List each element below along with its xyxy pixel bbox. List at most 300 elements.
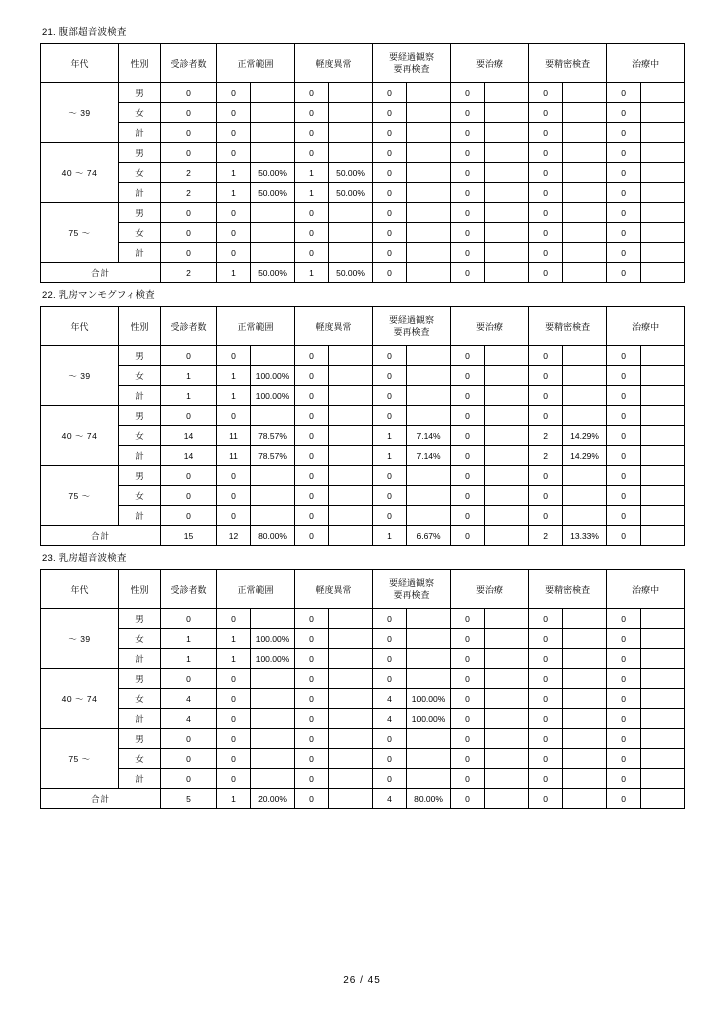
normal-percent-cell: 100.00% bbox=[251, 366, 295, 386]
detailed-count-cell: 0 bbox=[529, 709, 563, 729]
mild-percent-cell bbox=[329, 709, 373, 729]
normal-count-cell: 1 bbox=[217, 649, 251, 669]
detailed-count-cell: 0 bbox=[529, 386, 563, 406]
mild-percent-cell bbox=[329, 83, 373, 103]
detailed-count-cell: 0 bbox=[529, 83, 563, 103]
mild-count-cell: 0 bbox=[295, 466, 329, 486]
under-treatment-percent-cell bbox=[641, 426, 685, 446]
observation-percent-cell bbox=[407, 366, 451, 386]
under-treatment-count-cell: 0 bbox=[607, 749, 641, 769]
observation-count-cell: 0 bbox=[373, 83, 407, 103]
detailed-count-cell: 0 bbox=[529, 346, 563, 366]
under-treatment-percent-cell bbox=[641, 709, 685, 729]
under-treatment-percent-cell bbox=[641, 243, 685, 263]
header-age: 年代 bbox=[41, 307, 119, 346]
total-observation-count-cell: 4 bbox=[373, 789, 407, 809]
mild-count-cell: 0 bbox=[295, 629, 329, 649]
section-title: 23. 乳房超音波検査 bbox=[42, 553, 127, 564]
table-row bbox=[41, 183, 685, 203]
table-row bbox=[41, 769, 685, 789]
normal-percent-cell: 78.57% bbox=[251, 446, 295, 466]
under-treatment-count-cell: 0 bbox=[607, 123, 641, 143]
detailed-count-cell: 0 bbox=[529, 366, 563, 386]
detailed-percent-cell bbox=[563, 183, 607, 203]
under-treatment-count-cell: 0 bbox=[607, 446, 641, 466]
mild-count-cell: 1 bbox=[295, 163, 329, 183]
detailed-percent-cell bbox=[563, 486, 607, 506]
under-treatment-percent-cell bbox=[641, 486, 685, 506]
sex-cell: 女 bbox=[119, 366, 161, 386]
mild-percent-cell bbox=[329, 689, 373, 709]
header-observation: 要経過観察 要再検査 bbox=[373, 570, 451, 609]
table-row bbox=[41, 486, 685, 506]
total-mild-percent-cell: 50.00% bbox=[329, 263, 373, 283]
detailed-count-cell: 0 bbox=[529, 243, 563, 263]
treatment-count-cell: 0 bbox=[451, 103, 485, 123]
normal-count-cell: 0 bbox=[217, 203, 251, 223]
observation-count-cell: 0 bbox=[373, 609, 407, 629]
mild-count-cell: 0 bbox=[295, 609, 329, 629]
mild-percent-cell bbox=[329, 729, 373, 749]
observation-count-cell: 0 bbox=[373, 506, 407, 526]
treatment-count-cell: 0 bbox=[451, 123, 485, 143]
total-under-treatment-percent-cell bbox=[641, 263, 685, 283]
mild-count-cell: 0 bbox=[295, 689, 329, 709]
total-observation-percent-cell: 80.00% bbox=[407, 789, 451, 809]
treatment-count-cell: 0 bbox=[451, 386, 485, 406]
mild-percent-cell bbox=[329, 649, 373, 669]
mild-percent-cell bbox=[329, 426, 373, 446]
exam-section bbox=[40, 26, 684, 283]
table-row bbox=[41, 629, 685, 649]
grand-total-label: 合計 bbox=[41, 526, 161, 546]
sex-cell: 女 bbox=[119, 629, 161, 649]
age-group-cell: 40 〜 74 bbox=[41, 406, 119, 466]
received-count-cell: 0 bbox=[161, 346, 217, 366]
normal-percent-cell bbox=[251, 669, 295, 689]
under-treatment-count-cell: 0 bbox=[607, 406, 641, 426]
under-treatment-count-cell: 0 bbox=[607, 223, 641, 243]
table-header-row bbox=[41, 307, 685, 346]
exam-statistics-table bbox=[40, 569, 685, 809]
detailed-count-cell: 0 bbox=[529, 506, 563, 526]
mild-count-cell: 0 bbox=[295, 729, 329, 749]
table-row bbox=[41, 366, 685, 386]
mild-percent-cell: 50.00% bbox=[329, 183, 373, 203]
under-treatment-count-cell: 0 bbox=[607, 486, 641, 506]
table-row bbox=[41, 689, 685, 709]
detailed-percent-cell bbox=[563, 103, 607, 123]
detailed-count-cell: 0 bbox=[529, 123, 563, 143]
sex-cell: 男 bbox=[119, 143, 161, 163]
under-treatment-percent-cell bbox=[641, 183, 685, 203]
treatment-percent-cell bbox=[485, 386, 529, 406]
total-under-treatment-count-cell: 0 bbox=[607, 789, 641, 809]
normal-count-cell: 0 bbox=[217, 466, 251, 486]
normal-percent-cell bbox=[251, 689, 295, 709]
table-row bbox=[41, 143, 685, 163]
detailed-percent-cell bbox=[563, 346, 607, 366]
normal-percent-cell bbox=[251, 729, 295, 749]
treatment-count-cell: 0 bbox=[451, 769, 485, 789]
observation-count-cell: 0 bbox=[373, 223, 407, 243]
normal-percent-cell bbox=[251, 346, 295, 366]
under-treatment-percent-cell bbox=[641, 689, 685, 709]
normal-count-cell: 0 bbox=[217, 346, 251, 366]
treatment-count-cell: 0 bbox=[451, 143, 485, 163]
under-treatment-count-cell: 0 bbox=[607, 346, 641, 366]
received-count-cell: 0 bbox=[161, 466, 217, 486]
received-count-cell: 1 bbox=[161, 649, 217, 669]
normal-percent-cell: 100.00% bbox=[251, 386, 295, 406]
detailed-count-cell: 0 bbox=[529, 103, 563, 123]
observation-percent-cell: 7.14% bbox=[407, 446, 451, 466]
total-normal-count-cell: 12 bbox=[217, 526, 251, 546]
mild-count-cell: 0 bbox=[295, 346, 329, 366]
observation-percent-cell: 7.14% bbox=[407, 426, 451, 446]
normal-count-cell: 0 bbox=[217, 103, 251, 123]
observation-percent-cell bbox=[407, 506, 451, 526]
observation-count-cell: 0 bbox=[373, 406, 407, 426]
mild-count-cell: 0 bbox=[295, 83, 329, 103]
under-treatment-percent-cell bbox=[641, 669, 685, 689]
received-count-cell: 1 bbox=[161, 629, 217, 649]
sex-cell: 女 bbox=[119, 163, 161, 183]
header-received: 受診者数 bbox=[161, 570, 217, 609]
treatment-count-cell: 0 bbox=[451, 749, 485, 769]
mild-count-cell: 0 bbox=[295, 669, 329, 689]
mild-percent-cell bbox=[329, 749, 373, 769]
observation-count-cell: 0 bbox=[373, 163, 407, 183]
under-treatment-count-cell: 0 bbox=[607, 709, 641, 729]
table-header-row bbox=[41, 44, 685, 83]
observation-count-cell: 0 bbox=[373, 769, 407, 789]
total-detailed-percent-cell: 13.33% bbox=[563, 526, 607, 546]
table-row bbox=[41, 506, 685, 526]
table-total-row bbox=[41, 526, 685, 546]
sections-container bbox=[40, 26, 684, 809]
table-total-row bbox=[41, 263, 685, 283]
observation-percent-cell bbox=[407, 203, 451, 223]
treatment-count-cell: 0 bbox=[451, 669, 485, 689]
observation-count-cell: 0 bbox=[373, 749, 407, 769]
treatment-count-cell: 0 bbox=[451, 689, 485, 709]
total-treatment-percent-cell bbox=[485, 789, 529, 809]
received-count-cell: 0 bbox=[161, 729, 217, 749]
mild-count-cell: 0 bbox=[295, 243, 329, 263]
under-treatment-percent-cell bbox=[641, 83, 685, 103]
normal-percent-cell bbox=[251, 243, 295, 263]
mild-count-cell: 0 bbox=[295, 749, 329, 769]
exam-section bbox=[40, 289, 684, 546]
header-detailed-exam: 要精密検査 bbox=[529, 570, 607, 609]
normal-percent-cell: 100.00% bbox=[251, 649, 295, 669]
treatment-count-cell: 0 bbox=[451, 446, 485, 466]
normal-count-cell: 11 bbox=[217, 426, 251, 446]
detailed-count-cell: 0 bbox=[529, 769, 563, 789]
table-row bbox=[41, 103, 685, 123]
sex-cell: 計 bbox=[119, 183, 161, 203]
detailed-percent-cell bbox=[563, 729, 607, 749]
age-group-cell: 〜 39 bbox=[41, 346, 119, 406]
treatment-percent-cell bbox=[485, 223, 529, 243]
treatment-percent-cell bbox=[485, 203, 529, 223]
total-under-treatment-count-cell: 0 bbox=[607, 526, 641, 546]
normal-count-cell: 1 bbox=[217, 386, 251, 406]
observation-count-cell: 0 bbox=[373, 629, 407, 649]
normal-percent-cell bbox=[251, 769, 295, 789]
mild-percent-cell bbox=[329, 669, 373, 689]
header-observation: 要経過観察 要再検査 bbox=[373, 44, 451, 83]
received-count-cell: 0 bbox=[161, 609, 217, 629]
age-group-cell: 40 〜 74 bbox=[41, 669, 119, 729]
treatment-percent-cell bbox=[485, 366, 529, 386]
detailed-count-cell: 0 bbox=[529, 203, 563, 223]
treatment-percent-cell bbox=[485, 103, 529, 123]
normal-count-cell: 0 bbox=[217, 669, 251, 689]
under-treatment-count-cell: 0 bbox=[607, 629, 641, 649]
normal-count-cell: 11 bbox=[217, 446, 251, 466]
sex-cell: 女 bbox=[119, 103, 161, 123]
under-treatment-count-cell: 0 bbox=[607, 103, 641, 123]
normal-count-cell: 0 bbox=[217, 749, 251, 769]
observation-count-cell: 0 bbox=[373, 669, 407, 689]
total-received-cell: 5 bbox=[161, 789, 217, 809]
under-treatment-count-cell: 0 bbox=[607, 183, 641, 203]
observation-percent-cell: 100.00% bbox=[407, 709, 451, 729]
under-treatment-count-cell: 0 bbox=[607, 769, 641, 789]
treatment-count-cell: 0 bbox=[451, 406, 485, 426]
treatment-percent-cell bbox=[485, 506, 529, 526]
treatment-percent-cell bbox=[485, 446, 529, 466]
total-detailed-percent-cell bbox=[563, 263, 607, 283]
sex-cell: 男 bbox=[119, 729, 161, 749]
treatment-percent-cell bbox=[485, 466, 529, 486]
sex-cell: 男 bbox=[119, 669, 161, 689]
normal-percent-cell: 78.57% bbox=[251, 426, 295, 446]
normal-count-cell: 0 bbox=[217, 689, 251, 709]
received-count-cell: 0 bbox=[161, 749, 217, 769]
treatment-count-cell: 0 bbox=[451, 609, 485, 629]
observation-count-cell: 0 bbox=[373, 103, 407, 123]
detailed-count-cell: 0 bbox=[529, 749, 563, 769]
under-treatment-count-cell: 0 bbox=[607, 243, 641, 263]
received-count-cell: 0 bbox=[161, 103, 217, 123]
detailed-percent-cell bbox=[563, 629, 607, 649]
total-observation-percent-cell: 6.67% bbox=[407, 526, 451, 546]
received-count-cell: 4 bbox=[161, 709, 217, 729]
mild-count-cell: 0 bbox=[295, 446, 329, 466]
observation-percent-cell bbox=[407, 346, 451, 366]
sex-cell: 計 bbox=[119, 709, 161, 729]
detailed-percent-cell: 14.29% bbox=[563, 446, 607, 466]
mild-percent-cell bbox=[329, 366, 373, 386]
received-count-cell: 0 bbox=[161, 223, 217, 243]
treatment-percent-cell bbox=[485, 406, 529, 426]
total-mild-percent-cell bbox=[329, 789, 373, 809]
normal-percent-cell: 50.00% bbox=[251, 183, 295, 203]
table-row bbox=[41, 163, 685, 183]
normal-count-cell: 0 bbox=[217, 223, 251, 243]
detailed-count-cell: 0 bbox=[529, 669, 563, 689]
received-count-cell: 4 bbox=[161, 689, 217, 709]
under-treatment-count-cell: 0 bbox=[607, 203, 641, 223]
received-count-cell: 0 bbox=[161, 486, 217, 506]
detailed-percent-cell bbox=[563, 163, 607, 183]
treatment-percent-cell bbox=[485, 749, 529, 769]
mild-count-cell: 0 bbox=[295, 223, 329, 243]
sex-cell: 計 bbox=[119, 446, 161, 466]
sex-cell: 男 bbox=[119, 203, 161, 223]
mild-percent-cell bbox=[329, 243, 373, 263]
table-row bbox=[41, 223, 685, 243]
mild-percent-cell bbox=[329, 629, 373, 649]
table-row bbox=[41, 83, 685, 103]
observation-count-cell: 0 bbox=[373, 203, 407, 223]
observation-count-cell: 0 bbox=[373, 123, 407, 143]
age-group-cell: 75 〜 bbox=[41, 466, 119, 526]
total-mild-count-cell: 0 bbox=[295, 789, 329, 809]
observation-percent-cell bbox=[407, 609, 451, 629]
sex-cell: 計 bbox=[119, 243, 161, 263]
sex-cell: 女 bbox=[119, 749, 161, 769]
sex-cell: 女 bbox=[119, 426, 161, 446]
mild-count-cell: 0 bbox=[295, 649, 329, 669]
under-treatment-count-cell: 0 bbox=[607, 609, 641, 629]
total-under-treatment-percent-cell bbox=[641, 789, 685, 809]
treatment-percent-cell bbox=[485, 769, 529, 789]
normal-percent-cell bbox=[251, 406, 295, 426]
table-row bbox=[41, 346, 685, 366]
exam-section bbox=[40, 552, 684, 809]
treatment-count-cell: 0 bbox=[451, 203, 485, 223]
sex-cell: 女 bbox=[119, 223, 161, 243]
detailed-count-cell: 0 bbox=[529, 609, 563, 629]
normal-count-cell: 0 bbox=[217, 83, 251, 103]
observation-percent-cell bbox=[407, 729, 451, 749]
section-title: 21. 腹部超音波検査 bbox=[42, 27, 127, 38]
mild-percent-cell bbox=[329, 609, 373, 629]
observation-percent-cell bbox=[407, 223, 451, 243]
sex-cell: 男 bbox=[119, 466, 161, 486]
table-row bbox=[41, 466, 685, 486]
treatment-count-cell: 0 bbox=[451, 466, 485, 486]
under-treatment-percent-cell bbox=[641, 609, 685, 629]
detailed-count-cell: 0 bbox=[529, 406, 563, 426]
detailed-percent-cell bbox=[563, 749, 607, 769]
treatment-count-cell: 0 bbox=[451, 486, 485, 506]
normal-percent-cell bbox=[251, 83, 295, 103]
normal-count-cell: 0 bbox=[217, 506, 251, 526]
normal-count-cell: 0 bbox=[217, 243, 251, 263]
detailed-percent-cell bbox=[563, 769, 607, 789]
treatment-percent-cell bbox=[485, 629, 529, 649]
normal-percent-cell bbox=[251, 203, 295, 223]
under-treatment-count-cell: 0 bbox=[607, 729, 641, 749]
under-treatment-percent-cell bbox=[641, 223, 685, 243]
treatment-percent-cell bbox=[485, 649, 529, 669]
received-count-cell: 0 bbox=[161, 406, 217, 426]
header-sex: 性別 bbox=[119, 570, 161, 609]
under-treatment-count-cell: 0 bbox=[607, 163, 641, 183]
detailed-percent-cell bbox=[563, 243, 607, 263]
detailed-count-cell: 0 bbox=[529, 466, 563, 486]
mild-count-cell: 0 bbox=[295, 103, 329, 123]
mild-count-cell: 0 bbox=[295, 426, 329, 446]
header-treatment: 要治療 bbox=[451, 570, 529, 609]
under-treatment-count-cell: 0 bbox=[607, 386, 641, 406]
total-detailed-count-cell: 0 bbox=[529, 789, 563, 809]
normal-count-cell: 0 bbox=[217, 769, 251, 789]
total-received-cell: 15 bbox=[161, 526, 217, 546]
total-observation-count-cell: 1 bbox=[373, 526, 407, 546]
mild-percent-cell bbox=[329, 406, 373, 426]
under-treatment-count-cell: 0 bbox=[607, 506, 641, 526]
table-row bbox=[41, 729, 685, 749]
received-count-cell: 0 bbox=[161, 143, 217, 163]
mild-count-cell: 1 bbox=[295, 183, 329, 203]
total-treatment-percent-cell bbox=[485, 263, 529, 283]
received-count-cell: 0 bbox=[161, 243, 217, 263]
observation-percent-cell bbox=[407, 243, 451, 263]
header-age: 年代 bbox=[41, 44, 119, 83]
detailed-percent-cell bbox=[563, 506, 607, 526]
total-mild-count-cell: 1 bbox=[295, 263, 329, 283]
under-treatment-percent-cell bbox=[641, 506, 685, 526]
header-age: 年代 bbox=[41, 570, 119, 609]
under-treatment-percent-cell bbox=[641, 386, 685, 406]
under-treatment-count-cell: 0 bbox=[607, 689, 641, 709]
under-treatment-percent-cell bbox=[641, 203, 685, 223]
received-count-cell: 0 bbox=[161, 123, 217, 143]
normal-count-cell: 0 bbox=[217, 486, 251, 506]
table-row bbox=[41, 243, 685, 263]
detailed-count-cell: 0 bbox=[529, 183, 563, 203]
under-treatment-percent-cell bbox=[641, 163, 685, 183]
treatment-percent-cell bbox=[485, 609, 529, 629]
under-treatment-count-cell: 0 bbox=[607, 83, 641, 103]
header-under-treatment: 治療中 bbox=[607, 44, 685, 83]
under-treatment-percent-cell bbox=[641, 143, 685, 163]
treatment-count-cell: 0 bbox=[451, 649, 485, 669]
treatment-percent-cell bbox=[485, 143, 529, 163]
detailed-percent-cell bbox=[563, 143, 607, 163]
mild-count-cell: 0 bbox=[295, 203, 329, 223]
detailed-percent-cell bbox=[563, 366, 607, 386]
under-treatment-count-cell: 0 bbox=[607, 143, 641, 163]
received-count-cell: 1 bbox=[161, 386, 217, 406]
header-mild-abnormal: 軽度異常 bbox=[295, 570, 373, 609]
mild-percent-cell bbox=[329, 446, 373, 466]
sex-cell: 男 bbox=[119, 346, 161, 366]
received-count-cell: 2 bbox=[161, 183, 217, 203]
observation-percent-cell: 100.00% bbox=[407, 689, 451, 709]
normal-percent-cell: 50.00% bbox=[251, 163, 295, 183]
normal-percent-cell bbox=[251, 223, 295, 243]
treatment-percent-cell bbox=[485, 689, 529, 709]
under-treatment-percent-cell bbox=[641, 769, 685, 789]
detailed-percent-cell bbox=[563, 689, 607, 709]
detailed-percent-cell bbox=[563, 386, 607, 406]
treatment-count-cell: 0 bbox=[451, 729, 485, 749]
total-treatment-count-cell: 0 bbox=[451, 526, 485, 546]
header-mild-abnormal: 軽度異常 bbox=[295, 44, 373, 83]
observation-percent-cell bbox=[407, 123, 451, 143]
sex-cell: 女 bbox=[119, 689, 161, 709]
received-count-cell: 0 bbox=[161, 506, 217, 526]
total-observation-percent-cell bbox=[407, 263, 451, 283]
total-observation-count-cell: 0 bbox=[373, 263, 407, 283]
